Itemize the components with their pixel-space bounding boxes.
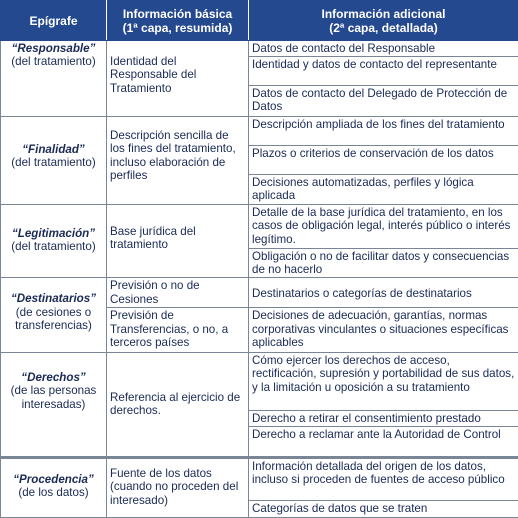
detail-legitimacion-1: Detalle de la base jurídica del tratamiento, en los casos de obligación legal, interés público o interés legítimo. [249,204,518,248]
table-row [1,457,518,500]
basic-destinatarios-cesiones: Previsión o no de Cesiones [107,278,249,308]
basic-finalidad: Descripción sencilla de los fines del tratamiento, incluso elaboración de perfiles [107,116,249,204]
header-basic-title: Información básica [122,7,233,21]
detail-responsable-1: Datos de contacto del Responsable [249,41,518,57]
detail-derechos-1: Cómo ejercer los derechos de acceso, rectificación, supresión y portabilidad de sus datos, y la limitación u oposición a su tratamiento [249,352,518,410]
table-row [1,41,518,57]
detail-legitimacion-2: Obligación o no de facilitar datos y consecuencias de no hacerlo [249,248,518,278]
header-row [1,1,518,41]
detail-responsable-3: Datos de contacto del Delegado de Protección de Datos [249,85,518,116]
epigrafe-responsable: “Responsable” (del tratamiento) [1,41,107,117]
detail-finalidad-3: Decisiones automatizadas, perfiles y lógica aplicada [249,174,518,204]
epigrafe-procedencia: “Procedencia” (de los datos) [1,457,107,517]
basic-destinatarios-transferencias: Previsión de Transferencias, o no, a terceros países [107,308,249,353]
detail-finalidad-2: Plazos o criterios de conservación de los datos [249,145,518,174]
epigrafe-destinatarios: “Destinatarios” (de cesiones o transferencias) [1,278,107,353]
header-additional-info [249,1,518,41]
table-row [1,278,518,308]
detail-destinatarios-1: Destinatarios o categorías de destinatarios [249,278,518,308]
table-row [1,116,518,145]
header-basic-info [107,1,249,41]
table-row [1,204,518,248]
header-epigrafe: Epígrafe [1,1,107,41]
header-basic-subtitle: (1ª capa, resumida) [122,21,233,35]
epigrafe-finalidad: “Finalidad” (del tratamiento) [1,116,107,204]
table-row [1,352,518,410]
basic-legitimacion: Base jurídica del tratamiento [107,204,249,278]
header-additional-subtitle: (2ª capa, detallada) [329,21,438,35]
detail-procedencia-2: Categorías de datos que se traten [249,501,518,518]
detail-derechos-2: Derecho a retirar el consentimiento prestado [249,410,518,426]
header-additional-title: Información adicional [321,7,446,21]
detail-responsable-2: Identidad y datos de contacto del representante [249,56,518,85]
basic-procedencia: Fuente de los datos (cuando no proceden del interesado) [107,457,249,517]
detail-procedencia-1: Información detallada del origen de los datos, incluso si proceden de fuentes de acceso público [249,457,518,500]
epigrafe-legitimacion: “Legitimación” (del tratamiento) [1,204,107,278]
epigrafe-derechos: “Derechos” (de las personas interesadas) [1,352,107,457]
detail-derechos-3: Derecho a reclamar ante la Autoridad de Control [249,426,518,457]
basic-derechos: Referencia al ejercicio de derechos. [107,352,249,457]
detail-finalidad-1: Descripción ampliada de los fines del tratamiento [249,116,518,145]
basic-responsable: Identidad del Responsable del Tratamiento [107,41,249,117]
detail-destinatarios-2: Decisiones de adecuación, garantías, normas corporativas vinculantes o situaciones específicas aplicables [249,308,518,353]
